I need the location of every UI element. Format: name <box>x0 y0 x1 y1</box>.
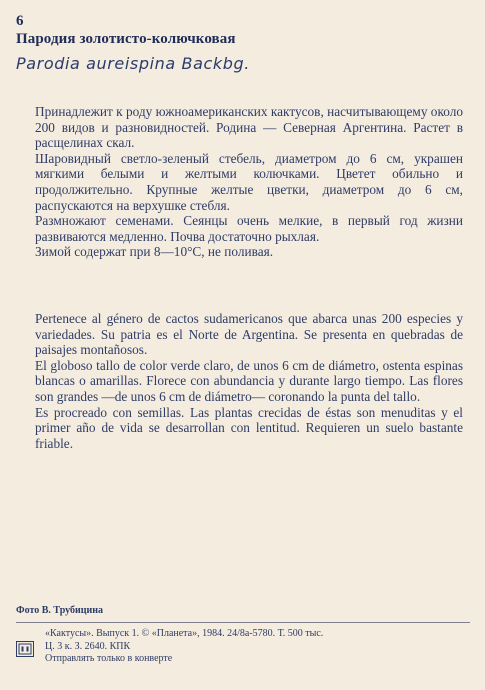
publication-info <box>45 628 323 666</box>
plant-title-russian: Пародия золотисто-колючковая <box>16 31 236 47</box>
footer-divider <box>16 622 470 623</box>
russian-paragraph: Шаровидный светло-зеленый стебель, диаметром до 6 см, украшен мягкими белыми и желтыми колючками. Цветет обильно и продолжительно. Крупные желтые цветки, диаметром до 6 см, распускаются на верхушке стебля. <box>35 150 463 213</box>
russian-paragraph: Принадлежит к роду южноамериканских кактусов, насчитывающему около 200 видов и разновидностей. Родина — Северная Аргентина. Растет в расщелинах скал. <box>35 104 463 151</box>
mail-note: Отправлять только в конверте <box>45 653 173 664</box>
spanish-description <box>35 311 463 451</box>
publication-line: «Кактусы». Выпуск 1. © «Планета», 1984. 24/8а-5780. Т. 500 тыс. <box>45 628 324 639</box>
spanish-paragraph: Es procreado con semillas. Las plantas crecidas de éstas son menuditas y el primer año de vida se desarrollan con lentitud. Requieren un suelo bastante friable. <box>35 404 463 451</box>
spanish-paragraph: Pertenece al género de cactos sudamericanos que abarca unas 200 especies y variedades. Su patria es el Norte de Argentina. Se presenta en quebradas de paisajes montañosos. <box>35 311 463 358</box>
card-number: 6 <box>16 13 24 29</box>
planeta-publisher-logo-icon <box>16 641 34 657</box>
spanish-paragraph: El globoso tallo de color verde claro, de unos 6 cm de diámetro, ostenta espinas blancas o amarillas. Florece con abundancia y durante largo tiempo. Las flores son grandes —de unos 6 cm de diámetro— coronando la punta del tallo. <box>35 357 463 404</box>
russian-description <box>35 104 463 260</box>
russian-paragraph: Зимой содержат при 8—10°С, не поливая. <box>35 244 274 260</box>
russian-paragraph: Размножают семенами. Сеянцы очень мелкие, в первый год жизни развиваются медленно. Почва достаточно рыхлая. <box>35 213 463 244</box>
price-line: Ц. 3 к. З. 2640. КПК <box>45 640 131 652</box>
photo-credit: Фото В. Трубицина <box>16 605 104 616</box>
plant-latin-name: Parodia aureispina Backbg. <box>16 54 250 73</box>
